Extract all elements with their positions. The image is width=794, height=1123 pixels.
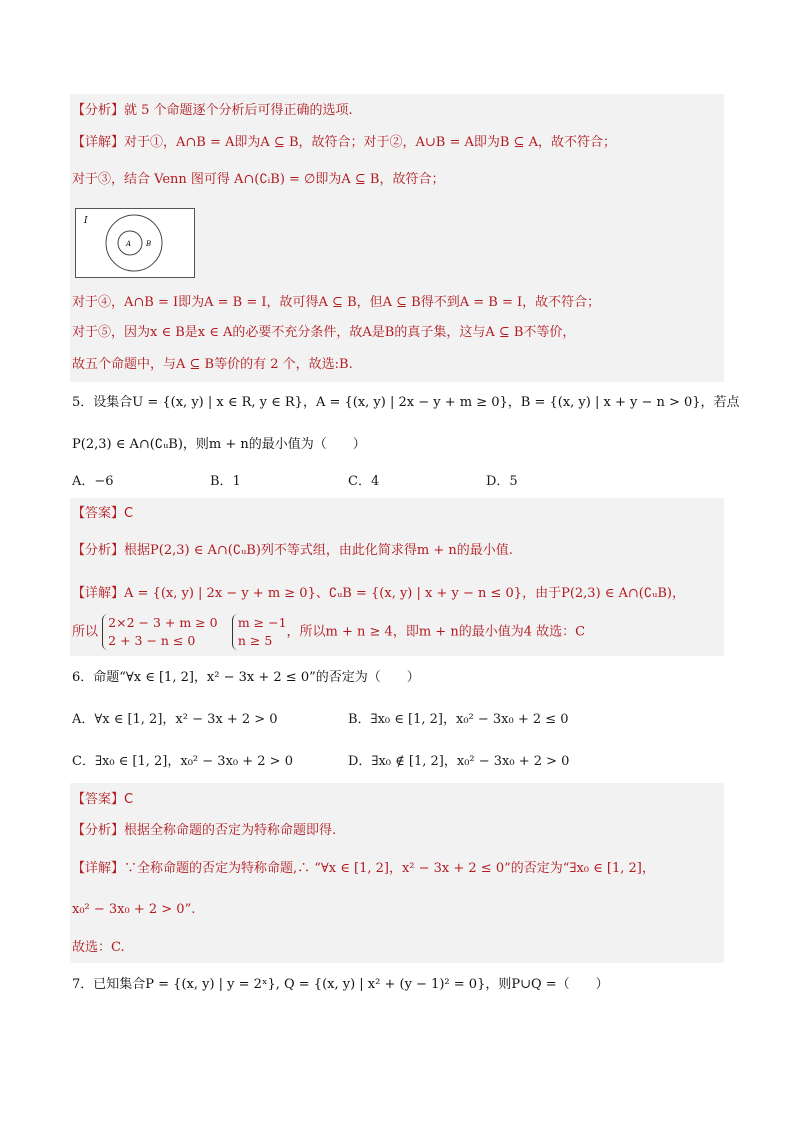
question-6-option-d[interactable]: D．∃x₀ ∉ [1, 2]，x₀² − 3x₀ + 2 > 0 bbox=[348, 754, 570, 769]
analysis-text: 根据P(2,3) ∈ A∩(∁ᵤB)列不等式组，由此化简求得m + n的最小值. bbox=[124, 543, 513, 558]
question-7-stem bbox=[72, 975, 609, 995]
analysis-text: 根据全称命题的否定为特称命题即得. bbox=[124, 823, 337, 838]
venn-label-i: I bbox=[84, 216, 88, 226]
answer-line-6 bbox=[72, 790, 133, 810]
detail-text-1: 对于①，A∩B = A即为A ⊆ B，故符合；对于②，A∪B = A即为B ⊆ A，故不符合； bbox=[124, 135, 616, 150]
question-6-text: 6．命题“∀x ∈ [1, 2]，x² − 3x + 2 ≤ 0”的否定为（ ） bbox=[72, 670, 420, 685]
venn-label-b: B bbox=[146, 240, 152, 248]
answer-line-5 bbox=[72, 504, 133, 524]
answer-tag: 【答案】 bbox=[72, 792, 125, 807]
detail-tag: 【详解】 bbox=[72, 861, 125, 876]
detail-line-6-1 bbox=[72, 859, 655, 879]
detail-text: ∵全称命题的否定为特称命题,∴ “∀x ∈ [1, 2]，x² − 3x + 2 ≤ 0”的否定为“∃x₀ ∈ [1, 2]， bbox=[124, 861, 655, 876]
analysis-tag: 【分析】 bbox=[72, 823, 125, 838]
question-5-stem-1 bbox=[72, 393, 740, 413]
answer-value: C bbox=[124, 792, 134, 807]
detail-text-5: 故五个命题中，与A ⊆ B等价的有 2 个，故选:B. bbox=[72, 357, 353, 372]
venn-svg bbox=[76, 209, 194, 277]
system-2-row-1: m ≥ −1 bbox=[237, 615, 287, 630]
detail-line-5-2 bbox=[72, 614, 585, 650]
detail-text-3: 故选：C. bbox=[72, 940, 125, 955]
question-6-stem bbox=[72, 668, 420, 688]
system-1-row-2: 2 + 3 − n ≤ 0 bbox=[108, 633, 196, 648]
analysis-tag: 【分析】 bbox=[72, 543, 125, 558]
question-5-text-1: 5．设集合U = {(x, y) | x ∈ R, y ∈ R}，A = {(x, y) | 2x − y + m ≥ 0}，B = {(x, y) | x + y − n > 0}，若点 bbox=[72, 395, 740, 410]
system-2-row-2: n ≥ 5 bbox=[237, 633, 273, 648]
analysis-line-6 bbox=[72, 821, 336, 841]
answer-tag: 【答案】 bbox=[72, 506, 125, 521]
detail-line-4 bbox=[72, 323, 575, 343]
detail-text-4: 对于⑤，因为x ∈ B是x ∈ A的必要不充分条件，故A是B的真子集，这与A ⊆ B不等价， bbox=[72, 325, 576, 340]
detail-line-6-2 bbox=[72, 900, 195, 920]
question-6-option-c[interactable]: C．∃x₀ ∈ [1, 2]，x₀² − 3x₀ + 2 > 0 bbox=[72, 754, 293, 769]
detail-text-3: 对于④，A∩B = I即为A = B = I，故可得A ⊆ B，但A ⊆ B得不到A = B = I，故不符合； bbox=[72, 295, 601, 310]
venn-diagram bbox=[75, 208, 195, 278]
venn-label-a: A bbox=[126, 240, 132, 248]
detail-line-2 bbox=[72, 170, 444, 190]
so-label: 所以 bbox=[72, 624, 99, 640]
question-5-text-2: P(2,3) ∈ A∩(∁ᵤB)，则m + n的最小值为（ ） bbox=[72, 437, 366, 452]
question-5-option-a[interactable]: A．−6 bbox=[72, 474, 114, 489]
question-5-option-d[interactable]: D．5 bbox=[486, 474, 518, 489]
detail-tag: 【详解】 bbox=[72, 586, 125, 601]
detail-line-3 bbox=[72, 293, 600, 313]
inequality-system-2 bbox=[232, 614, 287, 650]
detail-line-5 bbox=[72, 355, 353, 375]
question-5-option-c[interactable]: C．4 bbox=[348, 474, 380, 489]
analysis-line-5 bbox=[72, 541, 513, 561]
system-1-row-1: 2×2 − 3 + m ≥ 0 bbox=[108, 615, 218, 630]
detail-line-1 bbox=[72, 133, 616, 153]
detail-tag: 【详解】 bbox=[72, 135, 125, 150]
question-6-option-a[interactable]: A．∀x ∈ [1, 2]，x² − 3x + 2 > 0 bbox=[72, 712, 278, 727]
inequality-system-1 bbox=[102, 614, 217, 650]
detail-tail: ，所以m + n ≥ 4，即m + n的最小值为4 故选：C bbox=[286, 624, 586, 640]
analysis-tag: 【分析】 bbox=[72, 103, 125, 118]
analysis-text: 就 5 个命题逐个分析后可得正确的选项. bbox=[124, 103, 353, 118]
question-5-option-b[interactable]: B．1 bbox=[210, 474, 241, 489]
detail-text-2: x₀² − 3x₀ + 2 > 0”. bbox=[72, 902, 196, 917]
answer-value: C bbox=[124, 506, 134, 521]
question-6-option-b[interactable]: B．∃x₀ ∈ [1, 2]，x₀² − 3x₀ + 2 ≤ 0 bbox=[348, 712, 569, 727]
detail-line-6-3 bbox=[72, 938, 125, 958]
detail-text: A = {(x, y) | 2x − y + m ≥ 0}、∁ᵤB = {(x, y) | x + y − n ≤ 0}，由于P(2,3) ∈ A∩(∁ᵤB)， bbox=[124, 586, 685, 601]
question-5-stem-2 bbox=[72, 435, 366, 455]
detail-line-5-1 bbox=[72, 584, 685, 604]
detail-text-2: 对于③，结合 Venn 图可得 A∩(∁ᵢB) = ∅即为A ⊆ B，故符合； bbox=[72, 172, 445, 187]
question-7-text: 7．已知集合P = {(x, y) | y = 2ˣ}, Q = {(x, y) | x² + (y − 1)² = 0}，则P∪Q =（ ） bbox=[72, 977, 609, 992]
analysis-line bbox=[72, 101, 353, 121]
